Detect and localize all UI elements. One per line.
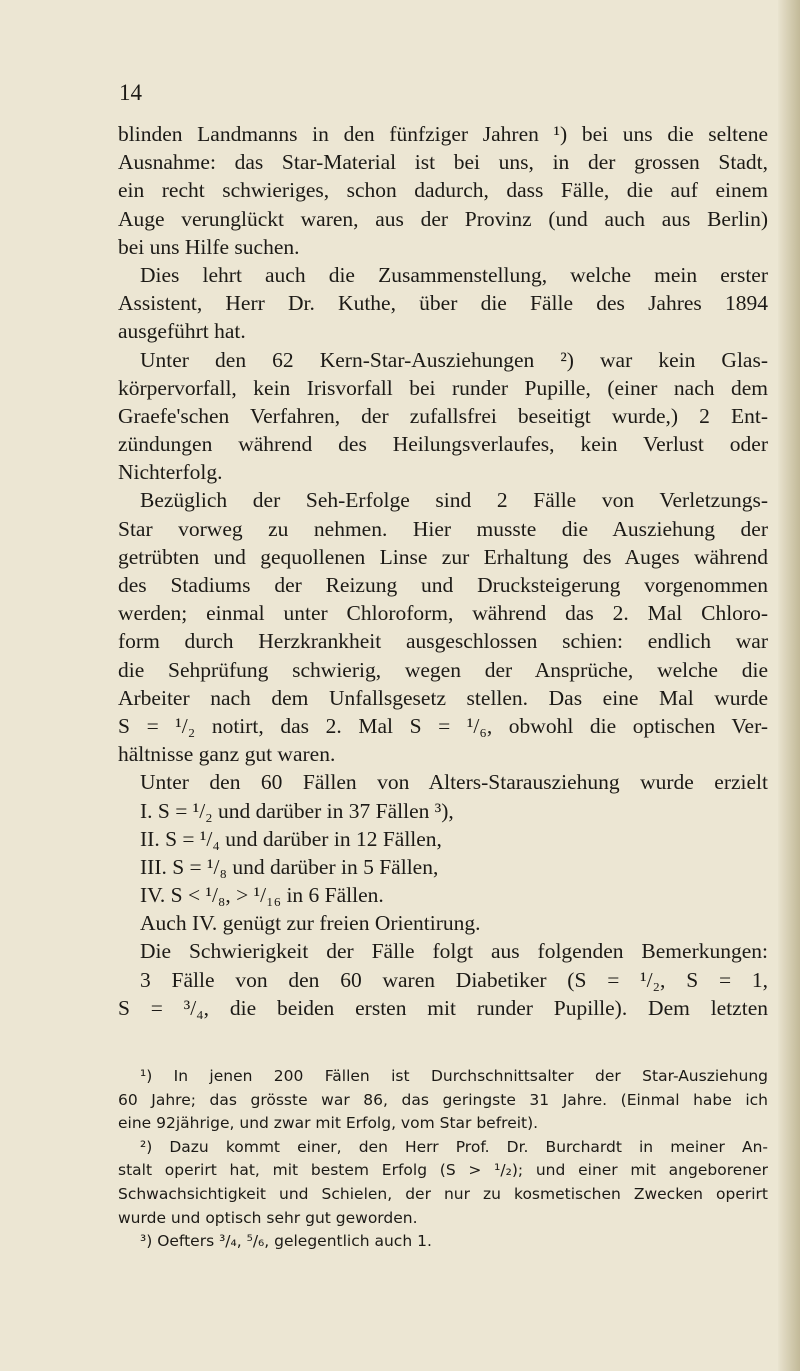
body-text-line: bei uns Hilfe suchen. xyxy=(118,234,300,259)
body-text-line: form durch Herzkrankheit ausgeschlossen schien: endlich war xyxy=(118,629,768,654)
body-text-line: blinden Landmanns in den fünfziger Jahren ¹) bei uns die seltene xyxy=(118,122,768,146)
body-text-line: Graefe'schen Verfahren, der zufallsfrei beseitigt wurde,) 2 Ent- xyxy=(118,403,768,428)
footnote-line: wurde und optisch sehr gut geworden. xyxy=(118,1208,418,1227)
body-text-line: Dies lehrt auch die Zusammenstellung, welche mein erster xyxy=(140,262,768,287)
body-text-line: des Stadiums der Reizung und Drucksteigerung vorgenommen xyxy=(118,573,768,597)
footnote-line: ²) Dazu kommt einer, den Herr Prof. Dr. Burchardt in meiner An- xyxy=(140,1137,768,1156)
body-text-line: III. S = ¹/₈ und darüber in 5 Fällen, xyxy=(140,854,439,879)
body-text-line: zündungen während des Heilungsverlaufes, kein Verlust oder xyxy=(118,432,768,457)
body-text xyxy=(118,120,768,1022)
body-text-line: 3 Fälle von den 60 waren Diabetiker (S = ¹/₂, S = 1, xyxy=(140,967,768,992)
footnote-line: ¹) In jenen 200 Fällen ist Durchschnittsalter der Star-Ausziehung xyxy=(140,1067,768,1085)
body-text-line: IV. S < ¹/₈, > ¹/₁₆ in 6 Fällen. xyxy=(140,883,384,908)
body-text-line: Assistent, Herr Dr. Kuthe, über die Fälle des Jahres 1894 xyxy=(118,291,768,316)
body-text-line: getrübten und gequollenen Linse zur Erhaltung des Auges während xyxy=(118,544,768,569)
body-text-line: hältnisse ganz gut waren. xyxy=(118,742,336,767)
body-text-line: Ausnahme: das Star-Material ist bei uns, in der grossen Stadt, xyxy=(118,150,768,175)
body-text-line: S = ³/₄, die beiden ersten mit runder Pupille). Dem letzten xyxy=(118,995,768,1020)
body-text-line: Auge verunglückt waren, aus der Provinz (und auch aus Berlin) xyxy=(118,206,768,231)
body-text-line: Nichterfolg. xyxy=(118,460,223,485)
page-edge xyxy=(778,0,800,1371)
body-text-line: I. S = ¹/₂ und darüber in 37 Fällen ³), xyxy=(140,798,454,823)
body-text-line: ausgeführt hat. xyxy=(118,319,246,344)
footnote-line: 60 Jahre; das grösste war 86, das geringste 31 Jahre. (Einmal habe ich xyxy=(118,1090,768,1109)
body-text-line: Auch IV. genügt zur freien Orientirung. xyxy=(140,911,481,936)
footnote-line: Schwachsichtigkeit und Schielen, der nur zu kosmetischen Zwecken operirt xyxy=(118,1184,768,1203)
body-text-line: die Sehprüfung schwierig, wegen der Ansprüche, welche die xyxy=(118,657,768,682)
footnotes xyxy=(118,1065,768,1254)
body-text-line: körpervorfall, kein Irisvorfall bei runder Pupille, (einer nach dem xyxy=(118,375,768,400)
footnote-line: eine 92jährige, und zwar mit Erfolg, vom Star befreit). xyxy=(118,1114,539,1133)
body-text-line: Unter den 62 Kern-Star-Ausziehungen ²) war kein Glas- xyxy=(140,347,768,372)
body-text-line: Arbeiter nach dem Unfallsgesetz stellen. Das eine Mal wurde xyxy=(118,685,768,710)
body-text-line: Star vorweg zu nehmen. Hier musste die Ausziehung der xyxy=(118,516,768,541)
body-text-line: Bezüglich der Seh-Erfolge sind 2 Fälle von Verletzungs- xyxy=(140,488,768,513)
body-text-line: ein recht schwieriges, schon dadurch, dass Fälle, die auf einem xyxy=(118,178,768,203)
body-text-line: Die Schwierigkeit der Fälle folgt aus folgenden Bemerkungen: xyxy=(140,939,768,964)
body-text-line: S = ¹/₂ notirt, das 2. Mal S = ¹/₆, obwohl die optischen Ver- xyxy=(118,713,768,738)
footnote-line: ³) Oefters ³/₄, ⁵/₆, gelegentlich auch 1. xyxy=(140,1232,432,1251)
body-text-line: werden; einmal unter Chloroform, während das 2. Mal Chloro- xyxy=(118,601,768,626)
footnote-line: stalt operirt hat, mit bestem Erfolg (S > ¹/₂); und einer mit angeborener xyxy=(118,1161,768,1180)
body-text-line: II. S = ¹/₄ und darüber in 12 Fällen, xyxy=(140,826,442,851)
body-text-line: Unter den 60 Fällen von Alters-Starausziehung wurde erzielt xyxy=(140,770,768,795)
page-number: 14 xyxy=(119,80,142,105)
